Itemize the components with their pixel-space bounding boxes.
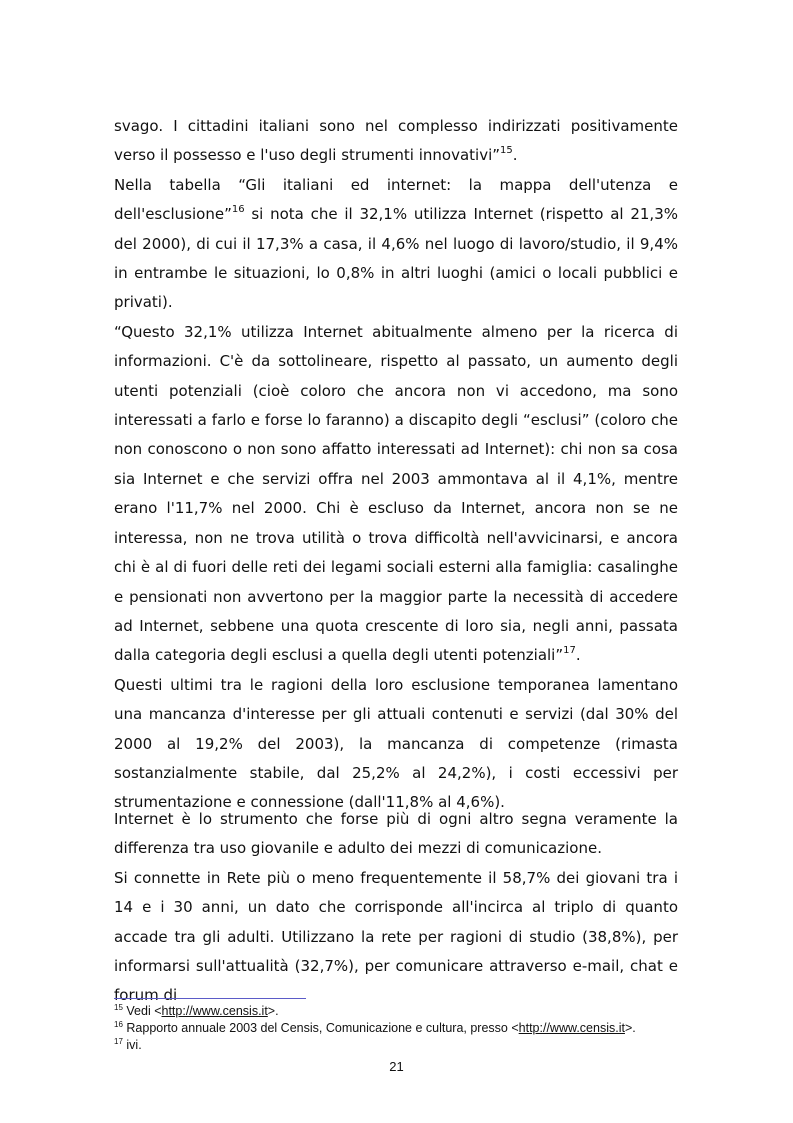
paragraph-2-text-a: Nella tabella “Gli italiani ed internet: la mappa dell'utenza e dell'esclusione” bbox=[114, 175, 678, 224]
footnote-number: 17 bbox=[114, 1036, 123, 1046]
footnotes bbox=[114, 1003, 714, 1053]
paragraph-3 bbox=[114, 318, 678, 671]
footnote-text-end: >. bbox=[624, 1020, 636, 1035]
footnote-17 bbox=[114, 1037, 714, 1054]
paragraph-4: Questi ultimi tra le ragioni della loro esclusione temporanea lamentano una mancanza d'interesse per gli attuali contenuti e servizi (dal 30% del 2000 al 19,2% del 2003), la mancanza di competenze (rimasta sostanzialmente stabile, dal 25,2% al 24,2%), i costi eccessivi per strumentazione e connessione (dall'11,8% al 4,6%). bbox=[114, 675, 678, 812]
footnote-number: 15 bbox=[114, 1003, 123, 1012]
footnote-link[interactable]: http://www.censis.it bbox=[518, 1020, 625, 1035]
footnote-separator bbox=[114, 998, 306, 999]
paragraph-1-text: svago. I cittadini italiani sono nel complesso indirizzati positivamente verso il possesso e l'uso degli strumenti innovativi” bbox=[114, 117, 678, 165]
paragraph-1-tail: . bbox=[512, 146, 518, 165]
footnote-link[interactable]: http://www.censis.it bbox=[161, 1004, 268, 1018]
footnote-16 bbox=[114, 1020, 714, 1037]
footnote-15 bbox=[114, 1003, 714, 1020]
footnote-ref-16[interactable]: 16 bbox=[231, 204, 245, 216]
footnote-text: ivi. bbox=[126, 1037, 142, 1052]
paragraph-3-text: “Questo 32,1% utilizza Internet abitualmente almeno per la ricerca di informazioni. C'è da sottolineare, rispetto al passato, un aumento degli utenti potenziali (cioè coloro che ancora non vi accedono, ma sono interessati a farlo e forse lo faranno) a discapito degli “esclusi” (coloro che non conoscono o non sono affatto interessati ad Internet): chi non sa cosa sia Internet e che servizi offra nel 2003 ammontava al il 4,1%, mentre erano l'11,7% nel 2000. Chi è escluso da Internet, ancora non se ne interessa, non ne trova utilità o trova difficoltà nell'avvicinarsi, e ancora chi è al di fuori delle reti dei legami sociali esterni alla famiglia: casalinghe e pensionati non avvertono per la maggior parte la necessità di accedere ad Internet, sebbene una quota crescente di loro sia, negli anni, passata dalla categoria degli esclusi a quella degli utenti potenziali” bbox=[114, 322, 678, 665]
body-text-top bbox=[114, 112, 678, 818]
footnote-text: Vedi < bbox=[126, 1004, 162, 1018]
body-text-bottom bbox=[114, 805, 678, 1011]
footnote-text-end: >. bbox=[267, 1004, 279, 1018]
paragraph-3-tail: . bbox=[575, 646, 581, 665]
page-number: 21 bbox=[389, 1059, 404, 1074]
footnote-ref-17[interactable]: 17 bbox=[563, 645, 576, 657]
paragraph-2 bbox=[114, 171, 678, 318]
footnote-ref-15[interactable]: 15 bbox=[500, 145, 513, 157]
paragraph-5: Internet è lo strumento che forse più di ogni altro segna veramente la differenza tra uso giovanile e adulto dei mezzi di comunicazione. bbox=[114, 810, 678, 858]
paragraph-1 bbox=[114, 112, 678, 171]
paragraph-6: Si connette in Rete più o meno frequentemente il 58,7% dei giovani tra i 14 e i 30 anni, un dato che corrisponde all'incirca al triplo di quanto accade tra gli adulti. Utilizzano la rete per ragioni di studio (38,8%), per informarsi sull'attualità (32,7%), per comunicare attraverso e-mail, chat e forum di bbox=[114, 868, 678, 1005]
paragraph-2-text-b: si nota che il 32,1% utilizza Internet (rispetto al 21,3% del 2000), di cui il 17,3% a casa, il 4,6% nel luogo di lavoro/studio, il 9,4% in entrambe le situazioni, lo 0,8% in altri luoghi (amici o locali pubblici e privati). bbox=[114, 205, 678, 312]
footnote-number: 16 bbox=[114, 1019, 123, 1029]
footnote-text: Rapporto annuale 2003 del Censis, Comunicazione e cultura, presso < bbox=[126, 1020, 519, 1035]
